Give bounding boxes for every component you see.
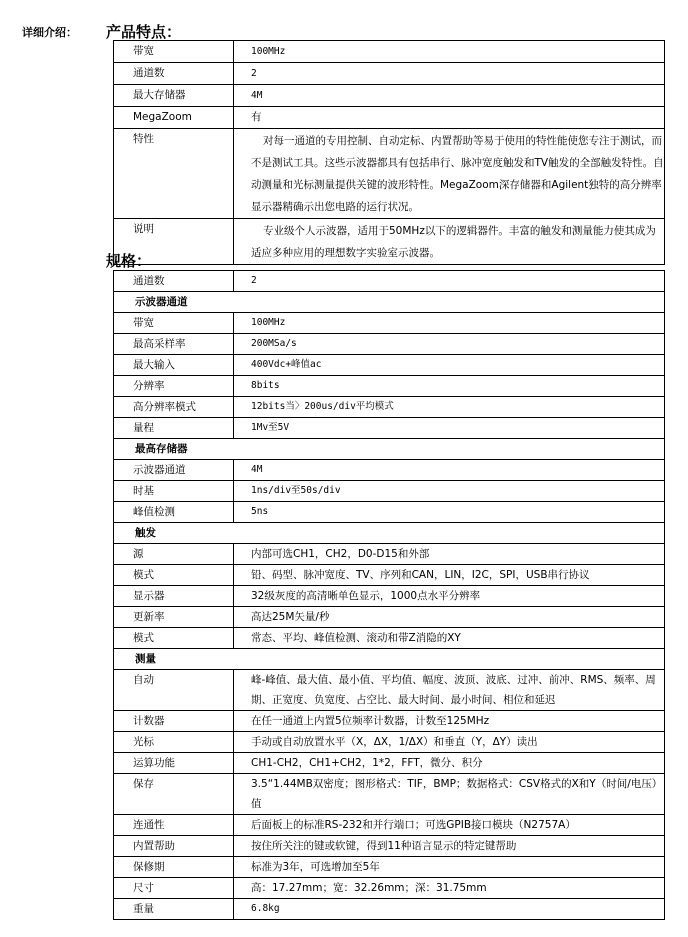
spec-row	[114, 334, 665, 355]
spec-row	[114, 523, 665, 544]
row-value: 100MHz	[234, 313, 665, 334]
spec-row	[114, 878, 665, 899]
spec-row	[114, 418, 665, 439]
row-value: 6.8kg	[234, 899, 665, 920]
specs-table	[113, 270, 665, 920]
row-label: 说明	[114, 219, 234, 265]
row-value: 高：17.27mm；宽：32.26mm；深：31.75mm	[234, 878, 665, 899]
spec-row	[114, 732, 665, 753]
row-label: 尺寸	[114, 878, 234, 899]
row-value: 32级灰度的高清晰单色显示，1000点水平分辨率	[234, 586, 665, 607]
spec-row	[114, 313, 665, 334]
row-label: 最大存储器	[114, 85, 234, 107]
row-value: 100MHz	[234, 41, 665, 63]
row-label: 模式	[114, 628, 234, 649]
row-label: 显示器	[114, 586, 234, 607]
row-value: 铅、码型、脉冲宽度、TV、序列和CAN，LIN，I2C，SPI，USB串行协议	[234, 565, 665, 586]
row-value: 峰-峰值、最大值、最小值、平均值、幅度、波顶、波底、过冲、前冲、RMS、频率、周期、正宽度、负宽度、占空比、最大时间、最小时间、相位和延迟	[234, 670, 665, 711]
row-value: 有	[234, 107, 665, 129]
spec-row	[114, 774, 665, 815]
row-label: 源	[114, 544, 234, 565]
row-value: 1ns/div至50s/div	[234, 481, 665, 502]
row-label: 通道数	[114, 271, 234, 292]
row-value-text: 专业级个人示波器，适用于50MHz以下的逻辑器件。丰富的触发和测量能力使其成为适应多种应用的理想数字实验室示波器。	[251, 225, 656, 259]
row-value: 标准为3年，可选增加至5年	[234, 857, 665, 878]
row-label: 带宽	[114, 41, 234, 63]
row-label: 保修期	[114, 857, 234, 878]
row-value: 2	[234, 271, 665, 292]
spec-row	[114, 607, 665, 628]
row-label: 通道数	[114, 63, 234, 85]
row-value: 3.5“1.44MB双密度；图形格式：TIF，BMP；数据格式：CSV格式的X和Y（时间/电压）值	[234, 774, 665, 815]
spec-row	[114, 628, 665, 649]
row-value: 内部可选CH1，CH2，D0-D15和外部	[234, 544, 665, 565]
row-value: 后面板上的标准RS-232和并行端口；可选GPIB接口模块（N2757A）	[234, 815, 665, 836]
row-label: MegaZoom	[114, 107, 234, 129]
row-label: 计数器	[114, 711, 234, 732]
row-value: 按住所关注的键或软键，得到11种语言显示的特定键帮助	[234, 836, 665, 857]
spec-row	[114, 857, 665, 878]
spec-row	[114, 502, 665, 523]
spec-row	[114, 670, 665, 711]
spec-row	[114, 439, 665, 460]
row-label: 最高采样率	[114, 334, 234, 355]
row-value: 在任一通道上内置5位频率计数器，计数至125MHz	[234, 711, 665, 732]
feature-row	[114, 41, 665, 63]
row-value	[234, 219, 665, 265]
spec-row	[114, 355, 665, 376]
row-label: 运算功能	[114, 753, 234, 774]
spec-row	[114, 815, 665, 836]
row-label: 模式	[114, 565, 234, 586]
features-table	[113, 40, 665, 265]
row-value: 1Mv至5V	[234, 418, 665, 439]
row-label: 带宽	[114, 313, 234, 334]
spec-row	[114, 271, 665, 292]
row-label: 光标	[114, 732, 234, 753]
page-label: 详细介绍：	[22, 26, 77, 39]
row-value: CH1-CH2，CH1+CH2，1*2，FFT，微分、积分	[234, 753, 665, 774]
row-value: 400Vdc+峰值ac	[234, 355, 665, 376]
row-value: 200MSa/s	[234, 334, 665, 355]
row-label: 连通性	[114, 815, 234, 836]
spec-row	[114, 649, 665, 670]
spec-row	[114, 376, 665, 397]
features-heading: 产品特点：	[106, 23, 182, 41]
row-value: 高达25M矢量/秒	[234, 607, 665, 628]
spec-row	[114, 836, 665, 857]
row-label: 峰值检测	[114, 502, 234, 523]
spec-row	[114, 292, 665, 313]
row-label: 分辨率	[114, 376, 234, 397]
section-title: 示波器通道	[114, 292, 665, 313]
spec-row	[114, 565, 665, 586]
section-title: 触发	[114, 523, 665, 544]
row-value: 4M	[234, 460, 665, 481]
feature-row	[114, 85, 665, 107]
spec-row	[114, 544, 665, 565]
row-label: 量程	[114, 418, 234, 439]
spec-row	[114, 460, 665, 481]
row-label: 示波器通道	[114, 460, 234, 481]
row-label: 时基	[114, 481, 234, 502]
feature-row	[114, 63, 665, 85]
row-label: 更新率	[114, 607, 234, 628]
row-label: 重量	[114, 899, 234, 920]
row-label: 高分辨率模式	[114, 397, 234, 418]
spec-row	[114, 586, 665, 607]
feature-row	[114, 107, 665, 129]
row-label: 自动	[114, 670, 234, 711]
row-value: 常态、平均、峰值检测、滚动和带Z消隐的XY	[234, 628, 665, 649]
section-title: 最高存储器	[114, 439, 665, 460]
row-value: 8bits	[234, 376, 665, 397]
spec-row	[114, 753, 665, 774]
row-value	[234, 129, 665, 219]
spec-row	[114, 397, 665, 418]
section-title: 测量	[114, 649, 665, 670]
feature-row	[114, 219, 665, 265]
spec-row	[114, 481, 665, 502]
spec-row	[114, 899, 665, 920]
row-value-text: 对每一通道的专用控制、自动定标、内置帮助等易于使用的特性能使您专注于测试，而不是测试工具。这些示波器都具有包括串行、脉冲宽度触发和TV触发的全部触发特性。自动测量和光标测量提供关键的波形特性。MegaZoom深存储器和Agilent独特的高分辨率显示器精确示出您电路的运行状况。	[251, 135, 664, 213]
row-value: 手动或自动放置水平（X，ΔX，1/ΔX）和垂直（Y，ΔY）读出	[234, 732, 665, 753]
spec-row	[114, 711, 665, 732]
row-label: 保存	[114, 774, 234, 815]
feature-row	[114, 129, 665, 219]
row-value: 2	[234, 63, 665, 85]
specs-heading: 规格：	[106, 252, 152, 270]
row-value: 5ns	[234, 502, 665, 523]
row-label: 内置帮助	[114, 836, 234, 857]
row-value: 12bits当〉200us/div平均模式	[234, 397, 665, 418]
row-value: 4M	[234, 85, 665, 107]
row-label: 最大输入	[114, 355, 234, 376]
row-label: 特性	[114, 129, 234, 219]
